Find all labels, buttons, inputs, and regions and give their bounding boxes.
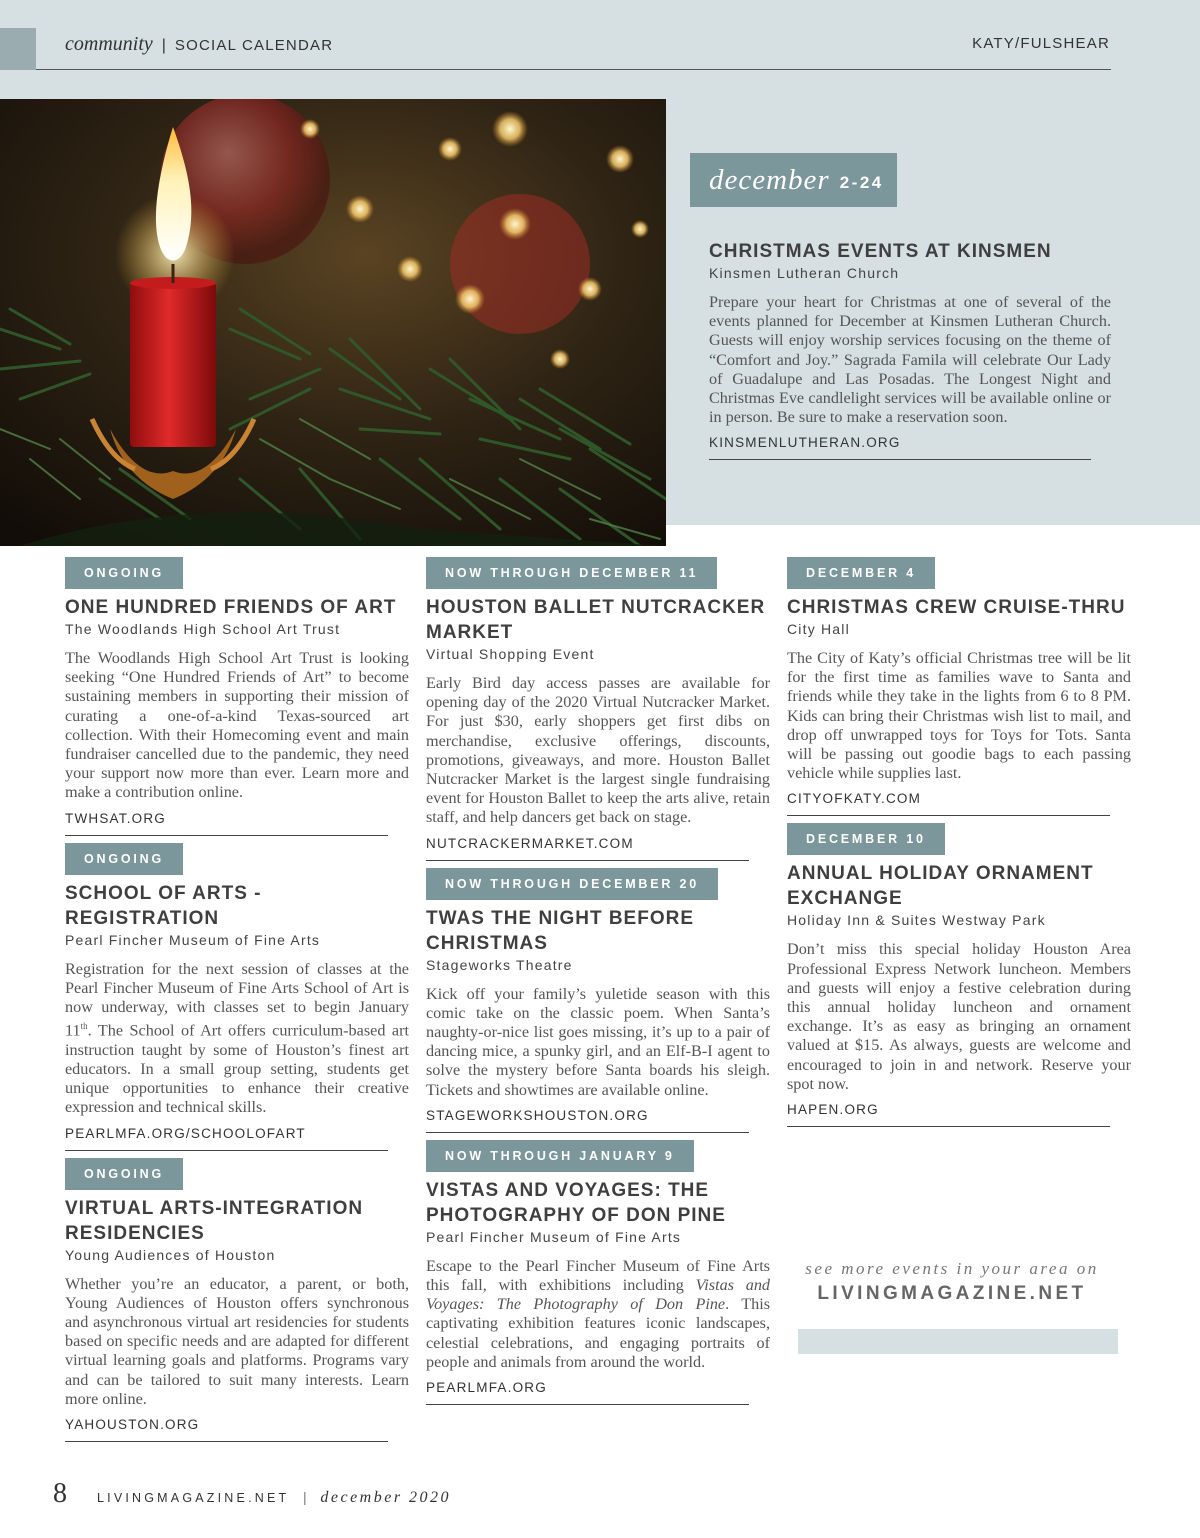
corner-accent	[0, 28, 36, 70]
event-venue: Virtual Shopping Event	[426, 646, 595, 662]
page-footer	[53, 1478, 451, 1510]
events-column-1	[65, 557, 409, 1449]
event-card	[65, 843, 409, 1151]
event-description-part: . This captivating exhibition features iconic landscapes, celestial celebrations, and engaging portraits of people and animals from around the world.	[426, 1295, 770, 1371]
exhibition-title: Vistas and Voyages: The Photography of Don Pine	[426, 1276, 771, 1314]
event-card	[426, 557, 770, 861]
event-date-badge: DECEMBER 4	[787, 557, 935, 589]
section-name: community	[65, 33, 153, 55]
event-title: VISTAS AND VOYAGES: THE PHOTOGRAPHY OF DON PINE	[426, 1179, 726, 1226]
event-date-badge: DECEMBER 10	[787, 823, 945, 855]
event-description: The Woodlands High School Art Trust is looking seeking “One Hundred Friends of Art” to become sustaining members in supporting their mission of curating a one-of-a-kind Texas-sourced art collection. With their Homecoming event and main fundraiser cancelled due to the pandemic, they need your support now more than ever. Learn more and make a contribution online.	[65, 649, 409, 802]
candle-photo	[0, 99, 666, 546]
event-venue: Pearl Fincher Museum of Fine Arts	[426, 1228, 682, 1245]
event-url[interactable]: CITYOFKATY.COM	[787, 791, 1110, 816]
event-card	[787, 823, 1131, 1127]
promo-website-link[interactable]: LIVINGMAGAZINE.NET	[817, 1283, 1087, 1304]
feature-event	[709, 239, 1111, 460]
event-url[interactable]: KINSMENLUTHERAN.ORG	[709, 435, 1091, 460]
event-url[interactable]: TWHSAT.ORG	[65, 811, 388, 836]
events-column-2	[426, 557, 770, 1412]
event-date-badge: NOW THROUGH DECEMBER 11	[426, 557, 717, 589]
event-venue: Young Audiences of Houston	[65, 1246, 276, 1263]
events-column-3	[787, 557, 1131, 1134]
feature-badge-days: 2-24	[839, 173, 884, 192]
event-venue: City Hall	[787, 621, 850, 637]
event-description-part: . The School of Art offers curriculum-based art instruction taught by some of Houston’s finest art educators. In a small group setting, students get unique opportunities to enhance their creative expression and technical skills.	[65, 1021, 409, 1117]
issue-date: december 2020	[320, 1489, 452, 1506]
section-header	[65, 33, 333, 56]
event-card	[787, 557, 1131, 816]
event-card	[65, 557, 409, 836]
event-date-badge: ONGOING	[65, 557, 183, 589]
event-venue: Holiday Inn & Suites Westway Park	[787, 912, 1046, 929]
event-date-badge: ONGOING	[65, 1158, 183, 1190]
event-url[interactable]: PEARLMFA.ORG/SCHOOLOFART	[65, 1126, 388, 1151]
event-url[interactable]: HAPEN.ORG	[787, 1102, 1110, 1127]
event-title: CHRISTMAS CREW CRUISE-THRU	[787, 597, 1126, 618]
feature-date-badge	[690, 153, 897, 207]
event-card	[65, 1158, 409, 1442]
event-url[interactable]: PEARLMFA.ORG	[426, 1380, 749, 1405]
event-description: Kick off your family’s yuletide season with this comic take on the classic poem. When Santa’s naughty-or-nice list goes missing, it’s up to a pair of dancing mice, a spunky girl, and an Elf-B-I agent to solve the mystery before Santa boards his sleigh. Tickets and showtimes are available online.	[426, 984, 770, 1099]
header-separator: |	[161, 37, 166, 54]
event-description: Whether you’re an educator, a parent, or both, Young Audiences of Houston offers synchronous and asynchronous virtual art residencies for students based on specific needs and are adapted for different virtual learning goals and platforms. Programs vary and can be tailored to suit many interests. Learn more online.	[65, 1274, 409, 1408]
event-title: ONE HUNDRED FRIENDS OF ART	[65, 597, 397, 618]
event-title: CHRISTMAS EVENTS AT KINSMEN	[709, 241, 1052, 262]
more-events-promo	[787, 1259, 1117, 1305]
event-description-part: Registration for the next session of classes at the Pearl Fincher Museum of Fine Arts School of Art is now underway, with classes set to begin January 11	[65, 959, 409, 1040]
event-date-badge: NOW THROUGH JANUARY 9	[426, 1140, 694, 1172]
promo-accent-bar	[798, 1329, 1118, 1354]
region-label: KATY/FULSHEAR	[972, 35, 1110, 52]
event-url[interactable]: NUTCRACKERMARKET.COM	[426, 836, 749, 861]
page-number: 8	[53, 1478, 67, 1509]
feature-badge-month: december	[709, 163, 830, 196]
promo-text: see more events in your area on	[805, 1259, 1099, 1278]
event-date-badge: NOW THROUGH DECEMBER 20	[426, 868, 718, 900]
event-description: Prepare your heart for Christmas at one of several of the events planned for December at Kinsmen Lutheran Church. Guests will enjoy worship services focusing on the theme of “Comfort and Joy.” Sagrada Famila will celebrate Our Lady of Guadalupe and Las Posadas. The Longest Night and Christmas Eve candlelight services will be available online or in person. Be sure to make a reservation soon.	[709, 293, 1111, 427]
event-venue: Pearl Fincher Museum of Fine Arts	[65, 931, 321, 948]
event-title: VIRTUAL ARTS-INTEGRATION RESIDENCIES	[65, 1197, 364, 1244]
event-description: Early Bird day access passes are available for opening day of the 2020 Virtual Nutcracker Market. For just $30, early shoppers get first dibs on merchandise, exclusive offerings, discounts, promotions, giveaways, and more. Houston Ballet Nutcracker Market is the largest single fundraising event for Houston Ballet to keep the arts alive, retain staff, and help dancers get back on stage.	[426, 674, 770, 827]
event-title: SCHOOL OF ARTS - REGISTRATION	[65, 882, 262, 929]
event-date-badge: ONGOING	[65, 843, 183, 875]
event-description-part: Escape to the Pearl Fincher Museum of Fine Arts this fall, with exhibitions including	[426, 1256, 770, 1295]
event-description: The City of Katy’s official Christmas tree will be lit for the first time as families wave to Santa and friends while they take in the lights from 6 to 8 PM. Kids can bring their Christmas wish list to mail, and drop off unwrapped toys for Toys for Tots. Santa will be passing out goodie bags to each passing vehicle while supplies last.	[787, 649, 1131, 783]
event-venue: Stageworks Theatre	[426, 956, 573, 973]
event-title: ANNUAL HOLIDAY ORNAMENT EXCHANGE	[787, 863, 1094, 910]
header-divider	[36, 69, 1111, 70]
event-url[interactable]: STAGEWORKSHOUSTON.ORG	[426, 1108, 749, 1133]
footer-separator: |	[303, 1490, 307, 1506]
event-description	[65, 960, 409, 1118]
event-description: Don’t miss this special holiday Houston Area Professional Express Network luncheon. Members and guests will enjoy a festive celebration during this annual holiday luncheon and ornament exchange. It’s as easy as bringing an ornament valued at $15. As always, guests are welcome and encouraged to join in and network. Reserve your spot now.	[787, 940, 1131, 1093]
subsection-name: SOCIAL CALENDAR	[174, 37, 334, 54]
event-title: TWAS THE NIGHT BEFORE CHRISTMAS	[426, 907, 694, 954]
event-venue: Kinsmen Lutheran Church	[709, 265, 900, 281]
footer-website: LIVINGMAGAZINE.NET	[97, 1491, 290, 1505]
event-card	[426, 1140, 770, 1405]
event-venue: The Woodlands High School Art Trust	[65, 621, 341, 637]
ordinal-suffix: th	[80, 1021, 88, 1032]
event-title: HOUSTON BALLET NUTCRACKER MARKET	[426, 597, 766, 643]
event-description	[426, 1257, 770, 1372]
event-url[interactable]: YAHOUSTON.ORG	[65, 1417, 388, 1442]
event-card	[426, 868, 770, 1133]
